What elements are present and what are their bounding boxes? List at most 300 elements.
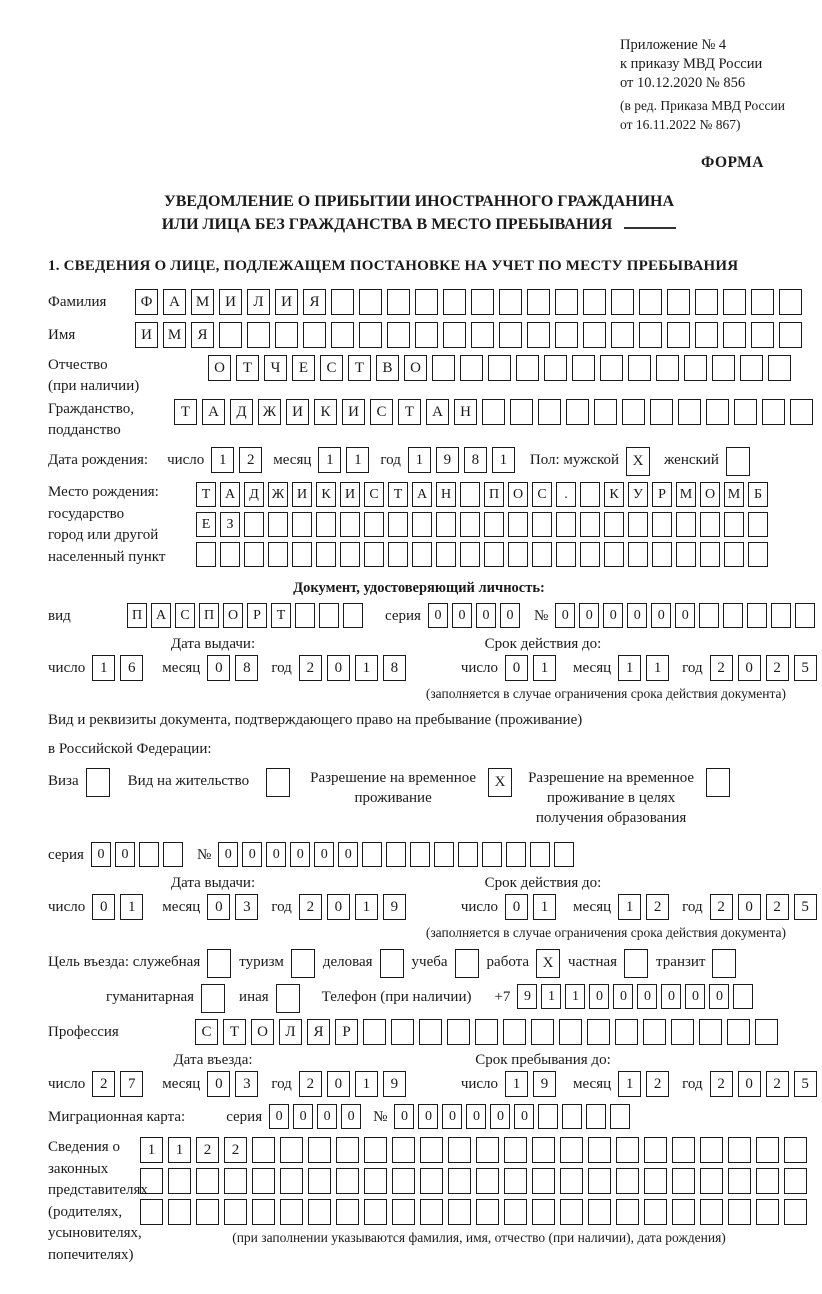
cell-group — [408, 447, 520, 473]
cell-group — [218, 842, 578, 867]
form-cell-empty — [412, 542, 432, 567]
form-cell-filled: 0 — [627, 603, 647, 628]
form-cell-empty — [728, 1137, 751, 1163]
cell-group — [174, 399, 818, 425]
field-label: Фамилия — [48, 294, 107, 310]
form-cell-filled: 1 — [355, 894, 378, 920]
form-cell-empty — [616, 1199, 639, 1225]
form-cell-empty — [644, 1137, 667, 1163]
form-cell-filled: 0 — [92, 894, 115, 920]
cell-group — [195, 1019, 783, 1045]
form-cell-filled: 1 — [355, 655, 378, 681]
form-cell-empty — [364, 1168, 387, 1194]
form-cell-filled: 1 — [318, 447, 341, 473]
cell-group — [299, 655, 411, 681]
form-cell-empty — [196, 1199, 219, 1225]
form-cell-filled: А — [163, 289, 186, 315]
field-label: № — [373, 1109, 388, 1125]
form-cell-empty — [756, 1199, 779, 1225]
form-cell-empty — [747, 603, 767, 628]
form-cell-empty — [755, 1019, 778, 1045]
form-cell-filled: 0 — [207, 1071, 230, 1097]
form-cell-filled: О — [223, 603, 243, 628]
field-label-line: город или другой — [48, 527, 159, 543]
form-cell-filled: 0 — [327, 1071, 350, 1097]
form-cell-filled: 1 — [120, 894, 143, 920]
form-cell-empty — [280, 1199, 303, 1225]
field-label: год — [682, 1076, 703, 1092]
form-cell-filled: И — [135, 322, 158, 348]
form-cell-filled: Я — [303, 289, 326, 315]
form-cell-empty — [432, 355, 455, 381]
cell-row — [196, 482, 778, 507]
form-cell-empty — [733, 984, 753, 1009]
form-cell-filled: А — [220, 482, 240, 507]
appendix-edit-note: (в ред. Приказа МВД России — [620, 98, 785, 113]
form-cell-empty — [751, 322, 774, 348]
form-cell-empty — [784, 1199, 807, 1225]
cell-group — [505, 1071, 561, 1097]
form-cell-empty — [611, 322, 634, 348]
cell-group — [208, 355, 796, 381]
field-label: число — [48, 660, 86, 676]
field-label: месяц — [573, 899, 612, 915]
form-cell-empty — [420, 1137, 443, 1163]
checkbox-empty — [455, 949, 479, 978]
field-label: число — [460, 660, 499, 676]
form-cell-filled: Т — [398, 399, 421, 425]
cell-group — [207, 655, 263, 681]
form-cell-empty — [771, 603, 791, 628]
form-cell-empty — [252, 1199, 275, 1225]
field-label — [48, 482, 196, 568]
form-cell-empty — [319, 603, 339, 628]
field-label: год — [271, 660, 292, 676]
field-label: месяц — [162, 899, 201, 915]
form-cell-filled: Т — [174, 399, 197, 425]
form-cell-empty — [359, 289, 382, 315]
row-entry-stay-dates — [48, 1071, 809, 1098]
form-cell-filled: П — [127, 603, 147, 628]
form-cell-empty — [610, 1104, 630, 1129]
checkbox-empty — [201, 984, 225, 1013]
form-cell-empty — [676, 512, 696, 537]
cell-group — [196, 542, 772, 567]
field-label-line: (родителях, — [48, 1203, 123, 1220]
cell-group — [92, 1071, 148, 1097]
form-cell-filled: 0 — [242, 842, 262, 867]
form-cell-filled: Т — [271, 603, 291, 628]
form-cell-filled: 0 — [341, 1104, 361, 1129]
field-label-line: попечителях) — [48, 1246, 134, 1263]
form-cell-empty — [336, 1168, 359, 1194]
form-cell-filled: 0 — [218, 842, 238, 867]
form-cell-empty — [583, 322, 606, 348]
form-cell-filled: 0 — [589, 984, 609, 1009]
form-title-line1: УВЕДОМЛЕНИЕ О ПРИБЫТИИ ИНОСТРАННОГО ГРАЖДАНИНА — [163, 193, 675, 210]
checkbox-empty — [712, 949, 736, 978]
form-cell-empty — [476, 1168, 499, 1194]
row-citizenship — [48, 399, 790, 441]
form-cell-empty — [667, 322, 690, 348]
identity-document-heading: Документ, удостоверяющий личность: — [293, 580, 545, 596]
row-patronymic — [48, 355, 790, 397]
legal-representatives-block — [48, 1137, 790, 1266]
form-cell-empty — [724, 512, 744, 537]
form-cell-empty — [340, 542, 360, 567]
form-cell-filled: 2 — [92, 1071, 115, 1097]
form-cell-empty — [532, 1168, 555, 1194]
cell-group — [92, 655, 148, 681]
form-cell-filled: 0 — [490, 1104, 510, 1129]
form-cell-empty — [706, 399, 729, 425]
form-cell-filled: 2 — [299, 1071, 322, 1097]
field-label-line: государство — [48, 505, 125, 522]
cell-group — [505, 894, 561, 920]
form-cell-filled: 0 — [603, 603, 623, 628]
form-cell-empty — [460, 542, 480, 567]
form-cell-empty — [268, 542, 288, 567]
column-header-left: Дата въезда: — [173, 1052, 253, 1068]
form-cell-filled: Я — [307, 1019, 330, 1045]
field-label: частная — [568, 954, 618, 970]
form-cell-empty — [482, 842, 502, 867]
form-cell-empty — [443, 322, 466, 348]
cell-group — [140, 1168, 812, 1194]
field-label: месяц — [573, 1076, 612, 1092]
form-cell-empty — [532, 512, 552, 537]
form-cell-filled: . — [556, 482, 576, 507]
form-cell-empty — [572, 355, 595, 381]
form-cell-filled: 5 — [794, 1071, 817, 1097]
form-cell-filled: 0 — [266, 842, 286, 867]
form-cell-filled: М — [676, 482, 696, 507]
form-cell-empty — [676, 542, 696, 567]
form-cell-filled: 0 — [738, 655, 761, 681]
form-cell-filled: 1 — [346, 447, 369, 473]
form-cell-empty — [560, 1199, 583, 1225]
form-cell-empty — [538, 1104, 558, 1129]
form-cell-empty — [436, 512, 456, 537]
row-entry-stay-headers — [48, 1052, 790, 1069]
form-cell-filled: С — [370, 399, 393, 425]
form-cell-filled: 9 — [436, 447, 459, 473]
form-cell-empty — [308, 1137, 331, 1163]
field-label: Цель въезда: служебная — [48, 954, 201, 970]
cell-row — [196, 542, 778, 567]
form-cell-empty — [616, 1168, 639, 1194]
form-cell-filled: 8 — [235, 655, 258, 681]
form-cell-filled: 8 — [464, 447, 487, 473]
cell-group — [92, 894, 148, 920]
form-cell-empty — [224, 1199, 247, 1225]
cell-group — [394, 1104, 634, 1129]
form-cell-empty — [412, 512, 432, 537]
form-cell-empty — [443, 289, 466, 315]
form-cell-filled: 0 — [613, 984, 633, 1009]
form-cell-filled: 0 — [207, 655, 230, 681]
form-cell-filled: 1 — [408, 447, 431, 473]
form-title-line2: ИЛИ ЛИЦА БЕЗ ГРАЖДАНСТВА В МЕСТО ПРЕБЫВАНИЯ — [48, 213, 790, 236]
cell-group — [140, 1199, 812, 1225]
form-cell-empty — [779, 289, 802, 315]
form-cell-filled: 2 — [710, 1071, 733, 1097]
form-cell-filled: И — [340, 482, 360, 507]
form-cell-empty — [643, 1019, 666, 1045]
appendix-line: Приложение № 4 — [620, 37, 727, 53]
form-cell-filled: С — [532, 482, 552, 507]
form-cell-empty — [387, 289, 410, 315]
cell-group — [207, 1071, 263, 1097]
cell-group — [428, 603, 524, 628]
form-cell-empty — [723, 289, 746, 315]
field-label-line: проживание — [354, 790, 432, 806]
form-cell-empty — [280, 1137, 303, 1163]
form-cell-filled: 2 — [299, 655, 322, 681]
checkbox-empty — [726, 447, 750, 476]
form-cell-filled: 0 — [442, 1104, 462, 1129]
cell-group — [299, 894, 411, 920]
form-cell-filled: С — [320, 355, 343, 381]
form-cell-filled: 0 — [394, 1104, 414, 1129]
form-cell-empty — [644, 1168, 667, 1194]
field-label: серия — [48, 847, 84, 863]
form-cell-empty — [644, 1199, 667, 1225]
field-label: год — [682, 660, 703, 676]
field-label: Вид на жительство — [127, 773, 250, 789]
form-cell-empty — [308, 1199, 331, 1225]
form-cell-filled: Т — [236, 355, 259, 381]
form-cell-filled: 6 — [120, 655, 143, 681]
form-cell-filled: О — [404, 355, 427, 381]
form-cell-empty — [364, 512, 384, 537]
form-cell-filled: 0 — [500, 603, 520, 628]
form-cell-filled: Т — [196, 482, 216, 507]
form-cell-filled: 1 — [565, 984, 585, 1009]
form-cell-empty — [392, 1137, 415, 1163]
form-cell-filled: А — [412, 482, 432, 507]
form-cell-empty — [532, 1199, 555, 1225]
form-cell-empty — [484, 542, 504, 567]
form-cell-empty — [652, 542, 672, 567]
form-cell-empty — [460, 482, 480, 507]
form-cell-filled: 2 — [766, 655, 789, 681]
form-cell-filled: 1 — [646, 655, 669, 681]
form-cell-empty — [684, 355, 707, 381]
form-cell-filled: 2 — [766, 1071, 789, 1097]
form-cell-filled: 1 — [92, 655, 115, 681]
form-cell-empty — [756, 1168, 779, 1194]
form-cell-empty — [364, 1199, 387, 1225]
form-cell-filled: И — [342, 399, 365, 425]
form-cell-empty — [604, 512, 624, 537]
field-label: серия — [385, 608, 421, 624]
form-title — [48, 190, 790, 236]
form-cell-filled: Я — [191, 322, 214, 348]
field-label: Миграционная карта: — [48, 1109, 186, 1125]
section-1-heading: 1. СВЕДЕНИЯ О ЛИЦЕ, ПОДЛЕЖАЩЕМ ПОСТАНОВКЕ НА УЧЕТ ПО МЕСТУ ПРЕБЫВАНИЯ — [48, 258, 739, 274]
form-cell-empty — [530, 842, 550, 867]
form-cell-empty — [527, 322, 550, 348]
form-cell-empty — [460, 355, 483, 381]
form-cell-filled: 1 — [140, 1137, 163, 1163]
form-cell-filled: 0 — [452, 603, 472, 628]
form-cell-filled: З — [220, 512, 240, 537]
form-cell-empty — [224, 1168, 247, 1194]
checkbox-empty — [276, 984, 300, 1013]
form-cell-empty — [388, 512, 408, 537]
form-cell-filled: 1 — [505, 1071, 528, 1097]
form-cell-filled: 1 — [168, 1137, 191, 1163]
form-cell-empty — [516, 355, 539, 381]
checkbox-empty — [86, 768, 110, 797]
form-cell-filled: 0 — [505, 894, 528, 920]
form-cell-filled: О — [208, 355, 231, 381]
checkbox-checked: X — [488, 768, 512, 797]
form-cell-filled: 0 — [314, 842, 334, 867]
cell-group — [299, 1071, 411, 1097]
form-cell-empty — [410, 842, 430, 867]
form-cell-filled: Е — [292, 355, 315, 381]
field-label-line: получения образования — [535, 810, 687, 826]
forma-label: ФОРМА — [700, 154, 764, 171]
form-cell-empty — [531, 1019, 554, 1045]
form-cell-empty — [482, 399, 505, 425]
form-cell-filled: М — [163, 322, 186, 348]
form-cell-empty — [168, 1168, 191, 1194]
form-cell-empty — [331, 322, 354, 348]
form-cell-filled: 0 — [327, 894, 350, 920]
form-cell-filled: 2 — [646, 1071, 669, 1097]
form-cell-empty — [364, 1137, 387, 1163]
form-cell-empty — [728, 1199, 751, 1225]
form-cell-filled: Р — [247, 603, 267, 628]
form-cell-filled: И — [286, 399, 309, 425]
form-cell-empty — [560, 1137, 583, 1163]
form-cell-filled: 0 — [327, 655, 350, 681]
form-cell-filled: 9 — [533, 1071, 556, 1097]
form-cell-empty — [734, 399, 757, 425]
column-header-right: Срок действия до: — [484, 636, 602, 652]
row-profession — [48, 1019, 790, 1046]
cell-group — [135, 322, 807, 348]
form-cell-filled: О — [508, 482, 528, 507]
field-label: год — [682, 899, 703, 915]
restriction-note: (заполняется в случае ограничения срока действия документа) — [425, 925, 786, 940]
cell-group — [269, 1104, 365, 1129]
form-cell-filled: Р — [652, 482, 672, 507]
form-cell-empty — [700, 1168, 723, 1194]
form-cell-empty — [628, 512, 648, 537]
form-cell-filled: Т — [223, 1019, 246, 1045]
row-issue-expiry-headers — [48, 875, 790, 892]
form-cell-empty — [343, 603, 363, 628]
form-cell-empty — [280, 1168, 303, 1194]
form-cell-empty — [639, 289, 662, 315]
form-cell-filled: 0 — [738, 1071, 761, 1097]
form-cell-empty — [580, 512, 600, 537]
checkbox-empty — [207, 949, 231, 978]
form-cell-filled: 0 — [514, 1104, 534, 1129]
form-cell-empty — [672, 1137, 695, 1163]
form-cell-empty — [504, 1199, 527, 1225]
field-label: деловая — [322, 954, 373, 970]
form-cell-filled: Л — [247, 289, 270, 315]
form-cell-empty — [615, 1019, 638, 1045]
field-label: число — [48, 899, 86, 915]
cell-group — [91, 842, 187, 867]
row-identity-doc-type — [48, 603, 790, 630]
form-cell-filled: 0 — [685, 984, 705, 1009]
form-cell-filled: Н — [454, 399, 477, 425]
form-cell-filled: М — [191, 289, 214, 315]
field-label: вид — [48, 608, 71, 624]
field-label: число — [48, 1076, 86, 1092]
form-cell-filled: 1 — [533, 655, 556, 681]
form-cell-filled: Т — [388, 482, 408, 507]
form-cell-empty — [740, 355, 763, 381]
form-cell-empty — [784, 1137, 807, 1163]
form-cell-filled: 2 — [646, 894, 669, 920]
cell-row — [140, 1199, 818, 1225]
form-cell-empty — [712, 355, 735, 381]
form-cell-empty — [419, 1019, 442, 1045]
form-cell-empty — [779, 322, 802, 348]
checkbox-checked: X — [536, 949, 560, 978]
form-cell-empty — [556, 542, 576, 567]
form-cell-filled: 1 — [355, 1071, 378, 1097]
form-cell-empty — [196, 1168, 219, 1194]
field-label-line: Гражданство, — [48, 401, 135, 417]
form-cell-filled: 5 — [794, 655, 817, 681]
form-cell-empty — [139, 842, 159, 867]
cell-group — [517, 984, 757, 1009]
form-cell-empty — [580, 542, 600, 567]
form-cell-empty — [448, 1137, 471, 1163]
form-cell-filled: 0 — [91, 842, 111, 867]
field-label: месяц — [162, 1076, 201, 1092]
form-cell-filled: 5 — [794, 894, 817, 920]
form-cell-empty — [555, 322, 578, 348]
form-cell-empty — [336, 1199, 359, 1225]
row-surname — [48, 289, 790, 316]
form-cell-empty — [392, 1199, 415, 1225]
form-cell-empty — [587, 1019, 610, 1045]
form-cell-empty — [196, 542, 216, 567]
form-cell-empty — [559, 1019, 582, 1045]
form-cell-filled: 0 — [555, 603, 575, 628]
form-cell-empty — [163, 842, 183, 867]
field-label: число — [167, 452, 205, 468]
cell-group — [196, 482, 772, 507]
cell-group — [140, 1137, 812, 1163]
form-cell-empty — [700, 1199, 723, 1225]
form-cell-empty — [560, 1168, 583, 1194]
appendix-edit-note: от 16.11.2022 № 867) — [620, 117, 741, 132]
form-cell-empty — [527, 289, 550, 315]
field-label: год — [380, 452, 401, 468]
form-cell-empty — [700, 1137, 723, 1163]
form-cell-empty — [448, 1199, 471, 1225]
form-cell-empty — [340, 512, 360, 537]
form-cell-empty — [594, 399, 617, 425]
form-cell-empty — [699, 603, 719, 628]
form-cell-empty — [415, 289, 438, 315]
cell-group — [505, 655, 561, 681]
form-cell-empty — [554, 842, 574, 867]
form-cell-filled: 2 — [766, 894, 789, 920]
cell-group — [207, 894, 263, 920]
